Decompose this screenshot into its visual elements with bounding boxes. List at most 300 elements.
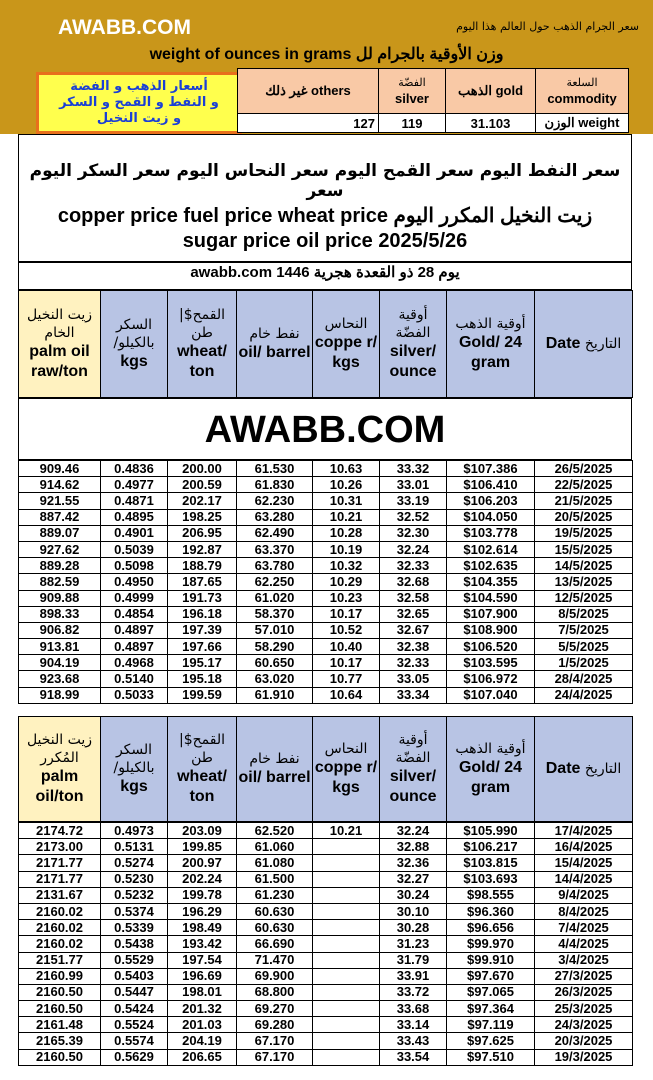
cell-copper: 10.40 — [313, 639, 380, 655]
table-row — [19, 984, 633, 1000]
cell-copper — [313, 1033, 380, 1049]
table-row — [19, 509, 633, 525]
cell-copper: 10.21 — [313, 823, 380, 839]
cell-sugar: 0.5274 — [101, 855, 168, 871]
cell-date: 15/5/2025 — [535, 541, 633, 557]
table-row — [19, 525, 633, 541]
cell-date: 17/4/2025 — [535, 823, 633, 839]
cell-gold: $107.386 — [447, 461, 535, 477]
cell-sugar: 0.5403 — [101, 968, 168, 984]
cell-palm-oil: 909.46 — [19, 461, 101, 477]
cell-sugar: 0.5131 — [101, 839, 168, 855]
cell-wheat: 202.17 — [168, 493, 237, 509]
cell-date: 9/4/2025 — [535, 887, 633, 903]
table-row — [19, 1049, 633, 1065]
table-row — [19, 1033, 633, 1049]
cell-date: 5/5/2025 — [535, 639, 633, 655]
title-arabic: سعر النفط اليوم سعر القمح اليوم سعر النحاس اليوم سعر السكر اليوم سعر — [29, 161, 621, 201]
cell-wheat: 198.49 — [168, 920, 237, 936]
cell-oil: 62.230 — [237, 493, 313, 509]
cell-palm-oil: 914.62 — [19, 477, 101, 493]
cell-palm-oil: 2131.67 — [19, 887, 101, 903]
header-oil — [237, 717, 313, 822]
cell-sugar: 0.5447 — [101, 984, 168, 1000]
weights-silver-value: 119 — [379, 114, 446, 133]
cell-gold: $104.590 — [447, 590, 535, 606]
table-row — [19, 590, 633, 606]
cell-copper — [313, 871, 380, 887]
site-logo-text: AWABB.COM — [58, 16, 191, 39]
cell-gold: $97.065 — [447, 984, 535, 1000]
cell-wheat: 203.09 — [168, 823, 237, 839]
cell-copper — [313, 952, 380, 968]
cell-silver: 32.58 — [380, 590, 447, 606]
cell-date: 27/3/2025 — [535, 968, 633, 984]
cell-silver: 31.23 — [380, 936, 447, 952]
cell-wheat: 201.32 — [168, 1001, 237, 1017]
cell-gold: $96.360 — [447, 903, 535, 919]
cell-wheat: 199.59 — [168, 687, 237, 703]
price-table-1 — [18, 460, 633, 704]
header-copper-ar: النحاس — [324, 316, 368, 332]
cell-sugar: 0.5424 — [101, 1001, 168, 1017]
header-date-ar: التاريخ — [584, 336, 622, 352]
cell-wheat: 198.25 — [168, 509, 237, 525]
cell-oil: 62.520 — [237, 823, 313, 839]
header-wheat — [168, 717, 237, 822]
cell-gold: $98.555 — [447, 887, 535, 903]
cell-wheat: 197.54 — [168, 952, 237, 968]
cell-sugar: 0.5339 — [101, 920, 168, 936]
badge-line: أسعار الذهب و الفضة — [70, 79, 208, 94]
cell-wheat: 200.59 — [168, 477, 237, 493]
cell-wheat: 197.66 — [168, 639, 237, 655]
cell-gold: $107.040 — [447, 687, 535, 703]
cell-palm-oil: 2160.02 — [19, 920, 101, 936]
table-row — [19, 558, 633, 574]
cell-gold: $107.900 — [447, 606, 535, 622]
cell-date: 16/4/2025 — [535, 839, 633, 855]
cell-sugar: 0.5230 — [101, 871, 168, 887]
header-palm-oil — [19, 291, 101, 398]
cell-sugar: 0.5033 — [101, 687, 168, 703]
header-wheat-en: wheat/ ton — [177, 343, 227, 380]
cell-gold: $97.119 — [447, 1017, 535, 1033]
cell-wheat: 196.29 — [168, 903, 237, 919]
top-arabic-caption: سعر الجرام الذهب حول العالم هذا اليوم — [456, 20, 639, 33]
ounces-title: وزن الأوقية بالجرام لل weight of ounces in grams — [149, 46, 504, 63]
table-row — [19, 493, 633, 509]
cell-oil: 62.490 — [237, 525, 313, 541]
header-date-ar: التاريخ — [584, 761, 622, 777]
cell-copper: 10.64 — [313, 687, 380, 703]
cell-gold: $96.656 — [447, 920, 535, 936]
cell-copper — [313, 855, 380, 871]
table-row — [19, 671, 633, 687]
header-date — [535, 717, 633, 822]
cell-sugar: 0.5232 — [101, 887, 168, 903]
cell-oil: 61.060 — [237, 839, 313, 855]
cell-palm-oil: 923.68 — [19, 671, 101, 687]
cell-sugar: 0.5629 — [101, 1049, 168, 1065]
cell-oil: 63.780 — [237, 558, 313, 574]
price-header-2 — [18, 716, 633, 822]
cell-oil: 68.800 — [237, 984, 313, 1000]
header-gold-en: Gold/ 24 gram — [458, 759, 523, 796]
cell-palm-oil: 2161.48 — [19, 1017, 101, 1033]
cell-copper — [313, 1017, 380, 1033]
table-row — [19, 655, 633, 671]
cell-oil: 67.170 — [237, 1049, 313, 1065]
cell-oil: 67.170 — [237, 1033, 313, 1049]
cell-copper: 10.77 — [313, 671, 380, 687]
cell-wheat: 195.18 — [168, 671, 237, 687]
cell-oil: 61.230 — [237, 887, 313, 903]
cell-copper: 10.21 — [313, 509, 380, 525]
cell-oil: 61.500 — [237, 871, 313, 887]
cell-palm-oil: 913.81 — [19, 639, 101, 655]
cell-silver: 32.38 — [380, 639, 447, 655]
cell-date: 21/5/2025 — [535, 493, 633, 509]
cell-wheat: 192.87 — [168, 541, 237, 557]
header-palm-oil-en: palm oil/ton — [35, 768, 84, 805]
cell-gold: $102.635 — [447, 558, 535, 574]
cell-silver: 33.05 — [380, 671, 447, 687]
table-row — [19, 622, 633, 638]
table-row — [19, 477, 633, 493]
cell-wheat: 200.00 — [168, 461, 237, 477]
cell-wheat: 206.95 — [168, 525, 237, 541]
cell-copper — [313, 968, 380, 984]
cell-silver: 33.54 — [380, 1049, 447, 1065]
table-row — [19, 823, 633, 839]
cell-copper: 10.63 — [313, 461, 380, 477]
cell-copper: 10.23 — [313, 590, 380, 606]
weights-others-value: 127 — [238, 114, 379, 133]
header-silver — [380, 717, 447, 822]
cell-silver: 32.24 — [380, 541, 447, 557]
cell-date: 22/5/2025 — [535, 477, 633, 493]
cell-wheat: 202.24 — [168, 871, 237, 887]
table-row — [19, 1017, 633, 1033]
cell-sugar: 0.4901 — [101, 525, 168, 541]
cell-palm-oil: 927.62 — [19, 541, 101, 557]
table-row — [19, 952, 633, 968]
table-row — [19, 920, 633, 936]
cell-copper: 10.17 — [313, 606, 380, 622]
header-silver — [380, 291, 447, 398]
cell-silver: 32.27 — [380, 871, 447, 887]
cell-oil: 62.250 — [237, 574, 313, 590]
header-wheat-ar: القمح$| طن — [179, 732, 225, 766]
cell-wheat: 201.03 — [168, 1017, 237, 1033]
table-row — [19, 855, 633, 871]
cell-palm-oil: 2160.99 — [19, 968, 101, 984]
cell-silver: 33.19 — [380, 493, 447, 509]
cell-oil: 61.830 — [237, 477, 313, 493]
table-row — [19, 968, 633, 984]
cell-silver: 32.68 — [380, 574, 447, 590]
cell-sugar: 0.4977 — [101, 477, 168, 493]
cell-sugar: 0.4897 — [101, 639, 168, 655]
cell-wheat: 199.78 — [168, 887, 237, 903]
cell-gold: $106.217 — [447, 839, 535, 855]
cell-date: 19/3/2025 — [535, 1049, 633, 1065]
cell-sugar: 0.5438 — [101, 936, 168, 952]
cell-silver: 31.79 — [380, 952, 447, 968]
cell-palm-oil: 889.28 — [19, 558, 101, 574]
cell-wheat: 191.73 — [168, 590, 237, 606]
cell-gold: $97.670 — [447, 968, 535, 984]
cell-copper: 10.28 — [313, 525, 380, 541]
cell-silver: 32.24 — [380, 823, 447, 839]
header-sugar-en: kgs — [120, 778, 148, 795]
commodity-en-label: commodity — [547, 91, 617, 106]
weights-gold-value: 31.103 — [446, 114, 536, 133]
cell-gold: $103.815 — [447, 855, 535, 871]
commodity-ar-label: السلعة — [566, 77, 598, 89]
cell-copper — [313, 1049, 380, 1065]
header-sugar-ar: السكر بالكيلو/ — [113, 317, 155, 351]
cell-gold: $99.910 — [447, 952, 535, 968]
header-oil-en: oil/ barrel — [238, 769, 311, 786]
table-row — [19, 687, 633, 703]
cell-oil: 63.370 — [237, 541, 313, 557]
header-wheat-ar: القمح$| طن — [179, 307, 225, 341]
cell-palm-oil: 2174.72 — [19, 823, 101, 839]
cell-oil: 61.910 — [237, 687, 313, 703]
cell-wheat: 188.79 — [168, 558, 237, 574]
table-row — [19, 461, 633, 477]
cell-oil: 66.690 — [237, 936, 313, 952]
cell-date: 28/4/2025 — [535, 671, 633, 687]
title-mixed: زيت النخيل المكرر اليوم copper price fuel price wheat price — [57, 205, 593, 227]
cell-palm-oil: 2171.77 — [19, 871, 101, 887]
header-gold-ar: أوقية الذهب — [455, 316, 526, 332]
cell-date: 14/4/2025 — [535, 871, 633, 887]
cell-copper: 10.17 — [313, 655, 380, 671]
cell-copper — [313, 984, 380, 1000]
header-copper-ar: النحاس — [324, 741, 368, 757]
cell-oil: 69.900 — [237, 968, 313, 984]
cell-oil: 61.020 — [237, 590, 313, 606]
header-gold-en: Gold/ 24 gram — [458, 334, 523, 371]
cell-date: 26/3/2025 — [535, 984, 633, 1000]
middle-brand: AWABB.COM — [18, 398, 632, 460]
header-oil-ar: نفط خام — [249, 326, 300, 342]
header-silver-en: silver/ ounce — [389, 768, 437, 805]
cell-wheat: 200.97 — [168, 855, 237, 871]
cell-wheat: 195.17 — [168, 655, 237, 671]
weights-header-silver — [379, 69, 446, 114]
table-row — [19, 541, 633, 557]
cell-sugar: 0.5039 — [101, 541, 168, 557]
cell-copper — [313, 1001, 380, 1017]
cell-copper — [313, 839, 380, 855]
cell-copper — [313, 887, 380, 903]
cell-palm-oil: 906.82 — [19, 622, 101, 638]
header-silver-ar: أوقية الفضّة — [395, 732, 431, 766]
cell-palm-oil: 921.55 — [19, 493, 101, 509]
table-row — [19, 574, 633, 590]
cell-silver: 32.30 — [380, 525, 447, 541]
header-palm-oil-ar: زيت النخيل المُكرر — [26, 732, 93, 766]
cell-copper — [313, 920, 380, 936]
cell-sugar: 0.5529 — [101, 952, 168, 968]
header-gold-ar: أوقية الذهب — [455, 741, 526, 757]
cell-silver: 33.72 — [380, 984, 447, 1000]
cell-sugar: 0.4854 — [101, 606, 168, 622]
cell-silver: 32.65 — [380, 606, 447, 622]
cell-gold: $103.693 — [447, 871, 535, 887]
cell-gold: $102.614 — [447, 541, 535, 557]
cell-palm-oil: 2160.02 — [19, 903, 101, 919]
cell-date: 20/5/2025 — [535, 509, 633, 525]
cell-silver: 32.33 — [380, 558, 447, 574]
cell-date: 26/5/2025 — [535, 461, 633, 477]
cell-date: 12/5/2025 — [535, 590, 633, 606]
cell-gold: $97.364 — [447, 1001, 535, 1017]
table-row — [19, 887, 633, 903]
header-sugar-en: kgs — [120, 353, 148, 370]
cell-oil: 58.290 — [237, 639, 313, 655]
prices-badge — [36, 72, 242, 134]
cell-copper: 10.29 — [313, 574, 380, 590]
cell-copper: 10.52 — [313, 622, 380, 638]
cell-gold: $106.520 — [447, 639, 535, 655]
cell-silver: 32.36 — [380, 855, 447, 871]
header-oil — [237, 291, 313, 398]
header-sugar-ar: السكر بالكيلو/ — [113, 742, 155, 776]
cell-date: 14/5/2025 — [535, 558, 633, 574]
header-copper — [313, 291, 380, 398]
cell-silver: 30.28 — [380, 920, 447, 936]
cell-date: 24/4/2025 — [535, 687, 633, 703]
cell-gold: $106.203 — [447, 493, 535, 509]
cell-silver: 33.32 — [380, 461, 447, 477]
cell-oil: 63.280 — [237, 509, 313, 525]
cell-sugar: 0.4950 — [101, 574, 168, 590]
cell-date: 15/4/2025 — [535, 855, 633, 871]
cell-copper: 10.26 — [313, 477, 380, 493]
weights-header-others: غير ذلك others — [238, 69, 379, 114]
header-date-en: Date — [545, 335, 581, 352]
cell-silver: 33.91 — [380, 968, 447, 984]
cell-oil: 61.080 — [237, 855, 313, 871]
cell-oil: 57.010 — [237, 622, 313, 638]
cell-palm-oil: 2160.02 — [19, 936, 101, 952]
cell-date: 3/4/2025 — [535, 952, 633, 968]
header-silver-ar: أوقية الفضّة — [395, 307, 431, 341]
price-header-1 — [18, 290, 633, 398]
weights-table — [237, 68, 629, 133]
cell-wheat: 187.65 — [168, 574, 237, 590]
cell-gold: $108.900 — [447, 622, 535, 638]
header-oil-en: oil/ barrel — [238, 344, 311, 361]
cell-wheat: 197.39 — [168, 622, 237, 638]
cell-date: 24/3/2025 — [535, 1017, 633, 1033]
cell-palm-oil: 2165.39 — [19, 1033, 101, 1049]
cell-palm-oil: 918.99 — [19, 687, 101, 703]
cell-wheat: 206.65 — [168, 1049, 237, 1065]
cell-gold: $99.970 — [447, 936, 535, 952]
cell-date: 13/5/2025 — [535, 574, 633, 590]
header-sugar — [101, 717, 168, 822]
cell-wheat: 196.69 — [168, 968, 237, 984]
cell-copper — [313, 936, 380, 952]
cell-copper: 10.31 — [313, 493, 380, 509]
table-row — [19, 839, 633, 855]
cell-sugar: 0.5098 — [101, 558, 168, 574]
cell-silver: 33.68 — [380, 1001, 447, 1017]
cell-date: 7/4/2025 — [535, 920, 633, 936]
weights-row-label: الوزن weight — [536, 114, 629, 133]
cell-palm-oil: 2173.00 — [19, 839, 101, 855]
cell-wheat: 199.85 — [168, 839, 237, 855]
cell-sugar: 0.4836 — [101, 461, 168, 477]
cell-oil: 60.630 — [237, 903, 313, 919]
cell-date: 8/4/2025 — [535, 903, 633, 919]
cell-date: 20/3/2025 — [535, 1033, 633, 1049]
cell-wheat: 196.18 — [168, 606, 237, 622]
cell-palm-oil: 889.07 — [19, 525, 101, 541]
cell-silver: 32.88 — [380, 839, 447, 855]
header-gold — [447, 291, 535, 398]
badge-line: و النفط و القمح و السكر — [59, 95, 219, 110]
cell-date: 1/5/2025 — [535, 655, 633, 671]
page-title-box — [18, 134, 632, 262]
cell-oil: 71.470 — [237, 952, 313, 968]
table-row — [19, 639, 633, 655]
cell-wheat: 198.01 — [168, 984, 237, 1000]
cell-copper: 10.32 — [313, 558, 380, 574]
cell-palm-oil: 904.19 — [19, 655, 101, 671]
cell-oil: 63.020 — [237, 671, 313, 687]
cell-copper: 10.19 — [313, 541, 380, 557]
header-palm-oil — [19, 717, 101, 822]
cell-gold: $105.990 — [447, 823, 535, 839]
table-row — [19, 606, 633, 622]
cell-gold: $106.972 — [447, 671, 535, 687]
header-date — [535, 291, 633, 398]
cell-sugar: 0.4973 — [101, 823, 168, 839]
cell-sugar: 0.5140 — [101, 671, 168, 687]
cell-palm-oil: 898.33 — [19, 606, 101, 622]
cell-gold: $104.355 — [447, 574, 535, 590]
header-copper — [313, 717, 380, 822]
header-date-en: Date — [545, 760, 581, 777]
cell-date: 4/4/2025 — [535, 936, 633, 952]
header-gold — [447, 717, 535, 822]
date-bar: awabb.com 1446 يوم 28 ذو القعدة هجرية — [18, 262, 632, 290]
table-row — [19, 871, 633, 887]
cell-date: 7/5/2025 — [535, 622, 633, 638]
header-palm-oil-en: palm oil raw/ton — [29, 343, 90, 380]
cell-gold: $106.410 — [447, 477, 535, 493]
cell-silver: 32.33 — [380, 655, 447, 671]
header-copper-en: coppe r/ kgs — [314, 334, 378, 371]
cell-oil: 60.630 — [237, 920, 313, 936]
cell-silver: 33.14 — [380, 1017, 447, 1033]
header-sugar — [101, 291, 168, 398]
cell-palm-oil: 887.42 — [19, 509, 101, 525]
cell-palm-oil: 2160.50 — [19, 1049, 101, 1065]
cell-sugar: 0.4897 — [101, 622, 168, 638]
cell-date: 25/3/2025 — [535, 1001, 633, 1017]
cell-sugar: 0.4871 — [101, 493, 168, 509]
cell-palm-oil: 2160.50 — [19, 984, 101, 1000]
cell-silver: 33.01 — [380, 477, 447, 493]
